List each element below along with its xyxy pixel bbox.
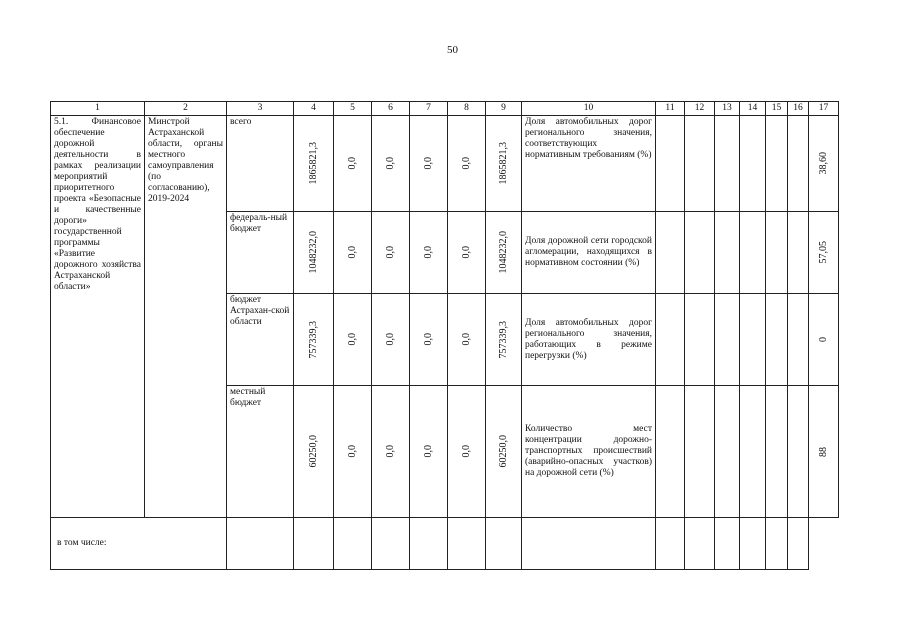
empty-cell — [766, 386, 788, 518]
value-text: 0,0 — [461, 246, 472, 259]
value-cell — [294, 116, 334, 212]
table-row — [51, 116, 839, 212]
value-text: 0,0 — [461, 157, 472, 170]
value-text: 757339,3 — [498, 320, 509, 359]
empty-cell — [685, 518, 715, 570]
empty-cell — [740, 294, 766, 386]
value-cell — [448, 116, 486, 212]
value-text: 0,0 — [347, 157, 358, 170]
header-cell: 10 — [522, 102, 656, 116]
value-cell — [448, 212, 486, 294]
empty-cell — [788, 518, 809, 570]
value-text: 0,0 — [461, 333, 472, 346]
header-cell: 17 — [809, 102, 839, 116]
value-text: 0,0 — [347, 246, 358, 259]
value-cell — [486, 294, 522, 386]
empty-cell — [766, 212, 788, 294]
value-cell — [410, 212, 448, 294]
value-cell — [809, 116, 839, 212]
value-cell — [809, 386, 839, 518]
header-cell: 15 — [766, 102, 788, 116]
table-row — [51, 518, 839, 570]
value-text: 757339,3 — [308, 320, 319, 359]
empty-cell — [788, 212, 809, 294]
header-cell: 14 — [740, 102, 766, 116]
value-text: 0,0 — [423, 157, 434, 170]
value-text: 60250,0 — [498, 435, 509, 468]
source-cell: бюджет Астрахан-ской области — [227, 294, 294, 386]
empty-cell — [656, 294, 685, 386]
empty-cell — [788, 294, 809, 386]
value-cell — [410, 294, 448, 386]
empty-cell — [766, 116, 788, 212]
empty-cell — [656, 386, 685, 518]
empty-cell — [227, 518, 294, 570]
header-row — [51, 102, 839, 116]
empty-cell — [372, 518, 410, 570]
empty-cell — [685, 294, 715, 386]
value-text: 0,0 — [385, 445, 396, 458]
value-cell — [448, 386, 486, 518]
empty-cell — [788, 386, 809, 518]
header-cell: 6 — [372, 102, 410, 116]
value-text: 0,0 — [423, 246, 434, 259]
value-text: 0,0 — [347, 445, 358, 458]
empty-cell — [766, 518, 788, 570]
empty-cell — [448, 518, 486, 570]
source-cell: федераль-ный бюджет — [227, 212, 294, 294]
header-cell: 9 — [486, 102, 522, 116]
program-table — [50, 101, 839, 570]
empty-cell — [740, 386, 766, 518]
source-cell: всего — [227, 116, 294, 212]
value-cell — [486, 212, 522, 294]
value-cell — [372, 386, 410, 518]
empty-cell — [685, 386, 715, 518]
page-number: 50 — [447, 44, 458, 56]
empty-cell — [715, 386, 740, 518]
value-text: 0,0 — [423, 333, 434, 346]
empty-cell — [522, 518, 656, 570]
executor-cell: Минстрой Астраханской области, органы местного самоуправления (по согласованию), 2019-2024 — [145, 116, 227, 518]
empty-cell — [740, 518, 766, 570]
empty-cell — [715, 212, 740, 294]
value-cell — [372, 116, 410, 212]
value-text: 60250,0 — [308, 435, 319, 468]
value-cell — [294, 294, 334, 386]
value-text: 0,0 — [461, 445, 472, 458]
empty-cell — [656, 212, 685, 294]
value-cell — [334, 116, 372, 212]
empty-cell — [766, 294, 788, 386]
header-cell: 4 — [294, 102, 334, 116]
value-cell — [809, 294, 839, 386]
empty-cell — [410, 518, 448, 570]
value-text: 1865821,3 — [498, 142, 509, 185]
value-cell — [448, 294, 486, 386]
header-cell: 3 — [227, 102, 294, 116]
header-cell: 12 — [685, 102, 715, 116]
indicator-value: 88 — [818, 446, 829, 457]
empty-cell — [656, 116, 685, 212]
value-cell — [410, 116, 448, 212]
header-cell: 2 — [145, 102, 227, 116]
empty-cell — [740, 212, 766, 294]
indicator-cell: Доля автомобильных дорог регионального значения, работающих в режиме перегрузки (%) — [522, 294, 656, 386]
value-cell — [372, 294, 410, 386]
header-cell: 7 — [410, 102, 448, 116]
value-cell — [486, 386, 522, 518]
value-text: 0,0 — [385, 246, 396, 259]
indicator-value: 57,05 — [818, 241, 829, 264]
empty-cell — [486, 518, 522, 570]
value-text: 0,0 — [423, 445, 434, 458]
header-cell: 11 — [656, 102, 685, 116]
indicator-value: 38,60 — [818, 152, 829, 175]
empty-cell — [294, 518, 334, 570]
header-cell: 1 — [51, 102, 145, 116]
subtotal-label: в том числе: — [51, 518, 227, 570]
value-text: 1048232,0 — [498, 231, 509, 274]
indicator-cell: Количество мест концентрации дорожно-транспортных происшествий (аварийно-опасных участков) на дорожной сети (%) — [522, 386, 656, 518]
value-text: 0,0 — [385, 157, 396, 170]
value-text: 0,0 — [385, 333, 396, 346]
empty-cell — [788, 116, 809, 212]
value-text: 1865821,3 — [308, 142, 319, 185]
source-cell: местный бюджет — [227, 386, 294, 518]
empty-cell — [715, 116, 740, 212]
header-cell: 5 — [334, 102, 372, 116]
header-cell: 8 — [448, 102, 486, 116]
item-cell: 5.1. Финансовое обеспечение дорожной деятельности в рамках реализации мероприятий приоритетного проекта «Безопасные и качественные дороги» государственной программы «Развитие дорожного хозяйства Астраханской области» — [51, 116, 145, 518]
value-cell — [809, 212, 839, 294]
header-cell: 13 — [715, 102, 740, 116]
empty-cell — [334, 518, 372, 570]
indicator-cell: Доля дорожной сети городской агломерации, находящихся в нормативном состоянии (%) — [522, 212, 656, 294]
empty-cell — [740, 116, 766, 212]
value-text: 0,0 — [347, 333, 358, 346]
value-cell — [334, 212, 372, 294]
empty-cell — [685, 212, 715, 294]
value-cell — [334, 294, 372, 386]
value-cell — [372, 212, 410, 294]
value-cell — [294, 212, 334, 294]
header-cell: 16 — [788, 102, 809, 116]
value-cell — [410, 386, 448, 518]
value-cell — [486, 116, 522, 212]
indicator-value: 0 — [818, 337, 829, 342]
value-cell — [334, 386, 372, 518]
indicator-cell: Доля автомобильных дорог регионального значения, соответствующих нормативным требованиям (%) — [522, 116, 656, 212]
empty-cell — [656, 518, 685, 570]
value-text: 1048232,0 — [308, 231, 319, 274]
empty-cell — [715, 518, 740, 570]
empty-cell — [685, 116, 715, 212]
value-cell — [294, 386, 334, 518]
empty-cell — [715, 294, 740, 386]
